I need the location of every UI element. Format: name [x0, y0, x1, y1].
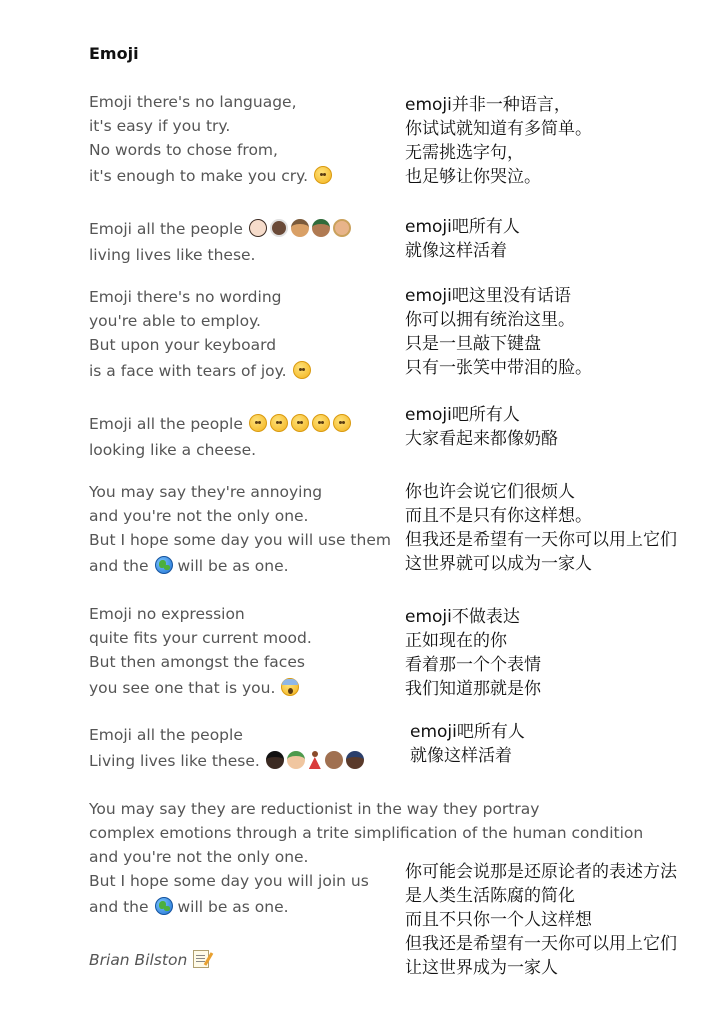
line-text: is a face with tears of joy. [89, 362, 287, 380]
line [89, 357, 311, 385]
line: Emoji all the people [89, 726, 243, 744]
line-text: Living lives like these. [89, 752, 260, 770]
author-signature [89, 946, 209, 974]
line [89, 215, 351, 243]
line [89, 552, 391, 580]
stanza-2-chinese [405, 215, 520, 263]
baby-icon [325, 751, 343, 769]
line: 但我还是希望有一天你可以用上它们 [405, 934, 677, 954]
line: But I hope some day you will use them [89, 531, 391, 549]
line: emoji吧这里没有话语 [405, 286, 571, 306]
globe-icon [155, 897, 173, 915]
neutral-face-icon [270, 414, 288, 432]
line: 你可能会说那是还原论者的表述方法 [405, 862, 677, 882]
screaming-face-icon [281, 678, 299, 696]
line: 而且不是只有你这样想。 [405, 506, 592, 526]
line [89, 747, 364, 775]
person-icon [333, 219, 351, 237]
line: No words to chose from, [89, 141, 278, 159]
smirking-face-icon [291, 414, 309, 432]
line: you're able to employ. [89, 312, 261, 330]
stanza-6-english [89, 602, 312, 702]
line: emoji吧所有人 [405, 217, 520, 237]
stanza-1-english [89, 90, 332, 190]
line: You may say they are reductionist in the way they portray [89, 800, 540, 818]
person-icon [291, 219, 309, 237]
people-emoji-icons [249, 219, 351, 237]
people-emoji-icons [266, 751, 364, 769]
line: 只是一旦敲下键盘 [405, 334, 541, 354]
line: quite fits your current mood. [89, 629, 312, 647]
stanza-2-english [89, 215, 351, 267]
line: 我们知道那就是你 [405, 679, 541, 699]
author-name: Brian Bilston [89, 951, 188, 969]
line: looking like a cheese. [89, 441, 257, 459]
line-text: you see one that is you. [89, 679, 276, 697]
angry-face-icon [333, 414, 351, 432]
faces-emoji-icons [249, 414, 351, 432]
crying-face-icon [314, 166, 332, 184]
stanza-4-english [89, 410, 351, 462]
line-text: will be as one. [177, 898, 289, 916]
line: 让这世界成为一家人 [405, 958, 558, 978]
line [89, 162, 332, 190]
stanza-7-english [89, 723, 364, 775]
person-icon [270, 219, 288, 237]
stanza-3-chinese [405, 284, 592, 380]
smiling-face-icon [249, 414, 267, 432]
line-text: will be as one. [177, 557, 289, 575]
globe-icon [155, 556, 173, 574]
line: But I hope some day you will join us [89, 872, 369, 890]
stanza-4-chinese [405, 403, 558, 451]
line: 就像这样活着 [405, 241, 507, 261]
line: 这世界就可以成为一家人 [405, 554, 592, 574]
line: it's easy if you try. [89, 117, 231, 135]
line: complex emotions through a trite simplification of the human condition [89, 824, 644, 842]
page-title: Emoji [89, 44, 139, 63]
line: 是人类生活陈腐的简化 [405, 886, 575, 906]
line-text: Emoji all the people [89, 415, 243, 433]
line: and you're not the only one. [89, 507, 309, 525]
line [89, 946, 209, 974]
line: 就像这样活着 [410, 746, 512, 766]
stanza-8-chinese [405, 860, 677, 980]
line: 而且不只你一个人这样想 [405, 910, 592, 930]
line-text: and the [89, 898, 149, 916]
stanza-5-chinese [405, 480, 677, 576]
person-icon [312, 219, 330, 237]
person-icon [249, 219, 267, 237]
line: 只有一张笑中带泪的脸。 [405, 358, 592, 378]
stanza-3-english [89, 285, 311, 385]
line: 你试试就知道有多简单。 [405, 119, 592, 139]
line: emoji并非一种语言， [405, 95, 571, 115]
stanza-1-chinese [405, 93, 592, 189]
line: 你可以拥有统治这里。 [405, 310, 575, 330]
line: 大家看起来都像奶酪 [405, 429, 558, 449]
line: emoji吧所有人 [405, 405, 520, 425]
line: But upon your keyboard [89, 336, 277, 354]
line: 正如现在的你 [405, 631, 507, 651]
line: emoji不做表达 [405, 607, 520, 627]
line: emoji吧所有人 [410, 722, 525, 742]
stanza-7-chinese [410, 720, 525, 768]
line: and you're not the only one. [89, 848, 309, 866]
police-officer-icon [346, 751, 364, 769]
line: 你也许会说它们很烦人 [405, 482, 575, 502]
line: Emoji no expression [89, 605, 245, 623]
memo-icon [193, 950, 209, 968]
line [89, 410, 351, 438]
line [89, 674, 312, 702]
stanza-6-chinese [405, 605, 541, 701]
line: Emoji there's no language, [89, 93, 297, 111]
stanza-5-english [89, 480, 391, 580]
tears-of-joy-icon [293, 361, 311, 379]
line: You may say they're annoying [89, 483, 323, 501]
person-icon [287, 751, 305, 769]
line: living lives like these. [89, 246, 256, 264]
line: 无需挑选字句， [405, 143, 524, 163]
guard-icon [266, 751, 284, 769]
line: Emoji there's no wording [89, 288, 282, 306]
line: 看着那一个个表情 [405, 655, 541, 675]
line-text: Emoji all the people [89, 220, 243, 238]
line: But then amongst the faces [89, 653, 305, 671]
confused-face-icon [312, 414, 330, 432]
line: 也足够让你哭泣。 [405, 167, 541, 187]
line: 但我还是希望有一天你可以用上它们 [405, 530, 677, 550]
line-text: it's enough to make you cry. [89, 167, 309, 185]
dancer-icon [308, 751, 322, 769]
line-text: and the [89, 557, 149, 575]
